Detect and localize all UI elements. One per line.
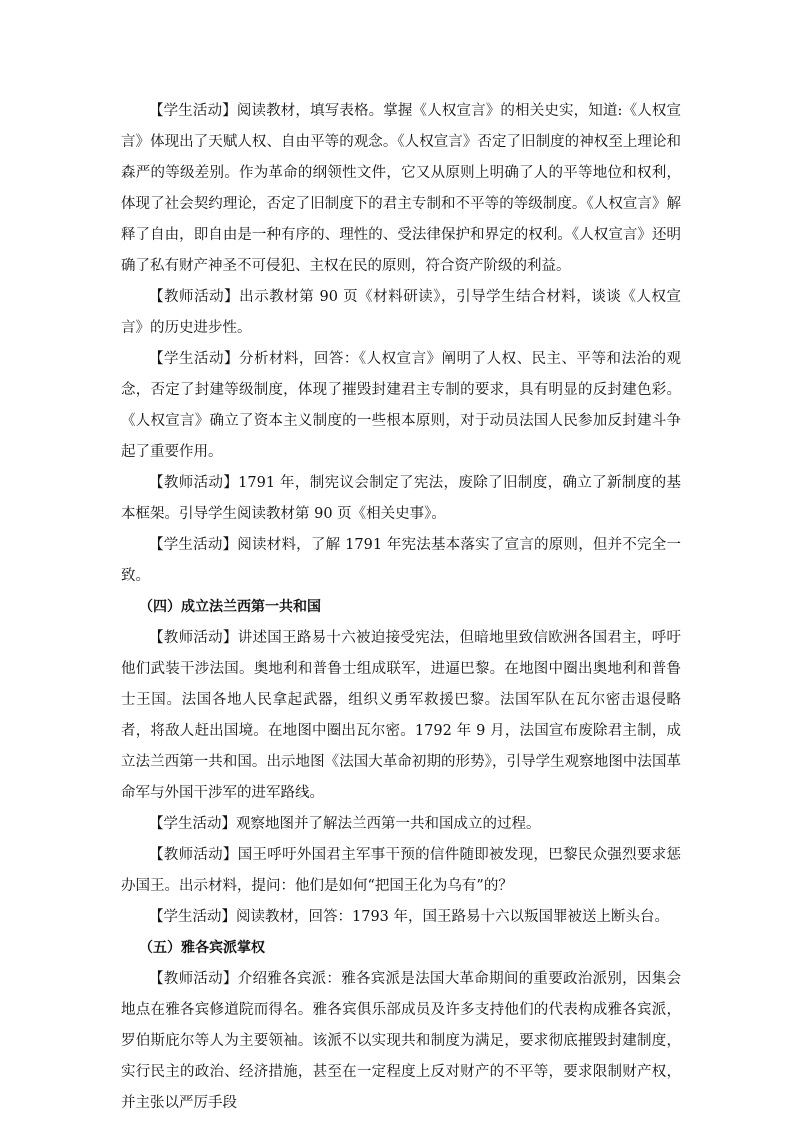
section-heading: （四）成立法兰西第一共和国 bbox=[139, 599, 321, 615]
paragraph-teacher-activity: 【教师活动】国王呼吁外国君主军事干预的信件随即被发现，巴黎民众强烈要求惩办国王。出示材料，提问：他们是如何“把国王化为乌有”的？ bbox=[121, 847, 681, 894]
paragraph-student-activity: 【学生活动】观察地图并了解法兰西第一共和国成立的过程。 bbox=[149, 816, 541, 832]
paragraph-teacher-activity: 【教师活动】出示教材第 90 页《材料研读》，引导学生结合材料，谈谈《人权宣言》的历史进步性。 bbox=[121, 289, 681, 336]
paragraph-student-activity: 【学生活动】阅读教材，回答：1793 年，国王路易十六以叛国罪被送上断头台。 bbox=[149, 909, 670, 925]
paragraph-teacher-activity: 【教师活动】讲述国王路易十六被迫接受宪法，但暗地里致信欧洲各国君主，呼吁他们武装干涉法国。奥地利和普鲁士组成联军，进逼巴黎。在地图中圈出奥地利和普鲁士王国。法国各地人民拿起武器，组织义勇军救援巴黎。法国军队在瓦尔密击退侵略者，将敌人赶出国境。在地图中圈出瓦尔密。1792 年 9 月，法国宣布废除君主制，成立法兰西第一共和国。出示地图《法国大革命初期的形势》，引导学生观察地图中法国革命军与外国干涉军的进军路线。 bbox=[121, 630, 681, 801]
section-heading: （五）雅各宾派掌权 bbox=[139, 940, 265, 956]
paragraph-student-activity: 【学生活动】阅读材料，了解 1791 年宪法基本落实了宣言的原则，但并不完全一致。 bbox=[121, 537, 681, 584]
paragraph-student-activity: 【学生活动】分析材料，回答：《人权宣言》阐明了人权、民主、平等和法治的观念，否定了封建等级制度，体现了摧毁封建君主专制的要求，具有明显的反封建色彩。《人权宣言》确立了资本主义制度的一些根本原则，对于动员法国人民参加反封建斗争起了重要作用。 bbox=[121, 351, 681, 460]
paragraph-teacher-activity: 【教师活动】1791 年，制宪议会制定了宪法，废除了旧制度，确立了新制度的基本框架。引导学生阅读教材第 90 页《相关史事》。 bbox=[121, 475, 681, 522]
paragraph-student-activity: 【学生活动】阅读教材，填写表格。掌握《人权宣言》的相关史实，知道:《人权宣言》体现出了天赋人权、自由平等的观念。《人权宣言》否定了旧制度的神权至上理论和森严的等级差别。作为革命的纲领性文件，它又从原则上明确了人的平等地位和权利，体现了社会契约理论，否定了旧制度下的君主专制和不平等的等级制度。《人权宣言》解释了自由，即自由是一种有序的、理性的、受法律保护和界定的权利。《人权宣言》还明确了私有财产神圣不可侵犯、主权在民的原则，符合资产阶级的利益。 bbox=[121, 103, 681, 274]
document-body bbox=[121, 96, 681, 1119]
paragraph-teacher-activity: 【教师活动】介绍雅各宾派：雅各宾派是法国大革命期间的重要政治派别，因集会地点在雅各宾修道院而得名。雅各宾俱乐部成员及许多支持他们的代表构成雅各宾派，罗伯斯庇尔等人为主要领袖。该派不以实现共和制度为满足，要求彻底摧毁封建制度，实行民主的政治、经济措施，甚至在一定程度上反对财产的不平等，要求限制财产权，并主张以严厉手段 bbox=[121, 971, 681, 1111]
